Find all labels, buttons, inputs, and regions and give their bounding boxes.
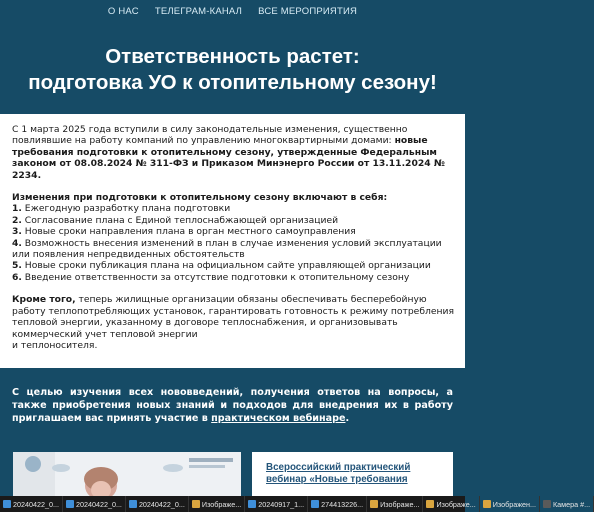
invite-end: . bbox=[345, 413, 350, 425]
speaker-photo-image bbox=[13, 452, 241, 498]
list-item-number: 3. bbox=[12, 226, 22, 238]
list-item bbox=[12, 272, 455, 283]
list-item bbox=[12, 238, 455, 261]
webinar-cards bbox=[0, 448, 465, 496]
list-item bbox=[12, 215, 455, 226]
list-item-number: 4. bbox=[12, 237, 22, 249]
nav-link-about[interactable]: О НАС bbox=[107, 5, 139, 17]
taskbar-item-label: Изображе... bbox=[436, 499, 476, 509]
webinar-link[interactable]: практическом вебинаре bbox=[211, 413, 346, 425]
taskbar-item[interactable] bbox=[189, 496, 245, 512]
image-icon bbox=[483, 500, 491, 508]
taskbar-item-label: Изображе... bbox=[201, 499, 242, 509]
taskbar-item[interactable] bbox=[0, 496, 63, 512]
intro-paragraph bbox=[12, 124, 455, 181]
page-title-line-2: подготовка УО к отопительному сезону! bbox=[28, 71, 437, 94]
image-icon bbox=[192, 500, 200, 508]
taskbar-item[interactable] bbox=[423, 496, 479, 512]
webinar-card-title[interactable]: Всероссийский практический вебинар «Новые требования bbox=[266, 462, 411, 485]
list-item bbox=[12, 260, 455, 271]
nav-link-all-events[interactable]: ВСЕ МЕРОПРИЯТИЯ bbox=[258, 5, 358, 17]
taskbar-item[interactable] bbox=[480, 496, 540, 512]
list-item-text: Согласование плана с Единой теплоснабжающей организацией bbox=[21, 214, 339, 226]
changes-heading: Изменения при подготовки к отопительному сезону включают в себя: bbox=[12, 192, 388, 204]
taskbar-item-label: Изображе... bbox=[380, 499, 420, 509]
list-item-text: Новые сроки направления плана в орган местного самоуправления bbox=[21, 226, 356, 238]
webinar-speaker-photo[interactable] bbox=[13, 452, 241, 498]
article-body bbox=[0, 114, 465, 368]
intro-bold-text: новые требования подготовки к отопительному сезону, утвержденные Федеральным законом от 08.08.2024 № 311-ФЗ и Приказом Минэнерго России от 13.11.2024 № 2234. bbox=[12, 135, 445, 181]
list-item-text: Возможность внесения изменений в план в случае изменения условий эксплуатации или появления непредвиденных обстоятельств bbox=[12, 237, 442, 261]
image-icon bbox=[66, 500, 74, 508]
page-title bbox=[28, 44, 437, 96]
list-item-text: Введение ответственности за отсутствие подготовки к отопительному сезону bbox=[21, 271, 410, 283]
list-item-number: 2. bbox=[12, 214, 22, 226]
list-item-text: Ежегодную разработку плана подготовки bbox=[21, 203, 231, 215]
list-item-number: 5. bbox=[12, 260, 22, 272]
list-item-number: 6. bbox=[12, 271, 22, 283]
nav-link-telegram[interactable]: ТЕЛЕГРАМ-КАНАЛ bbox=[154, 5, 243, 17]
list-item bbox=[12, 226, 455, 237]
also-tail-text: и теплоносителя. bbox=[12, 339, 98, 351]
changes-block bbox=[12, 192, 455, 283]
taskbar-item-label: 20240422_0... bbox=[138, 499, 185, 509]
taskbar-item-label: 20240917_1... bbox=[258, 499, 305, 509]
invite-paragraph bbox=[0, 386, 465, 426]
image-icon bbox=[311, 500, 319, 508]
image-icon bbox=[248, 500, 256, 508]
taskbar-item[interactable] bbox=[367, 496, 423, 512]
intro-text: С 1 марта 2025 года вступили в силу законодательные изменения, существенно повлиявшие на работу компаний по управлению многоквартирными домами: bbox=[12, 124, 408, 147]
taskbar-item[interactable] bbox=[63, 496, 126, 512]
also-bold-text: Кроме того, bbox=[12, 294, 76, 306]
taskbar-item-label: Камера #... bbox=[553, 499, 591, 509]
webinar-card[interactable] bbox=[252, 452, 453, 498]
taskbar-item-label: 274413226... bbox=[321, 499, 364, 509]
image-icon bbox=[426, 500, 434, 508]
list-item bbox=[12, 203, 455, 214]
changes-list bbox=[12, 203, 455, 283]
taskbar bbox=[0, 496, 591, 512]
image-icon bbox=[3, 500, 11, 508]
taskbar-item-label: Изображен... bbox=[492, 499, 536, 509]
taskbar-item[interactable] bbox=[308, 496, 367, 512]
image-icon bbox=[129, 500, 137, 508]
invite-text: С целью изучения всех нововведений, получения ответов на вопросы, а также приобретения новых знаний и подходов для внедрения их в работу приглашаем вас принять участие в bbox=[12, 387, 453, 425]
page-title-line-1: Ответственность растет: bbox=[105, 45, 360, 68]
image-icon bbox=[370, 500, 378, 508]
hero-banner bbox=[0, 22, 465, 114]
also-text: теперь жилищные организации обязаны обеспечивать бесперебойную работу теплопотребляющих установок, гарантировать готовность к режиму потребления тепловой энергии, указанному в договоре теплоснабжения, и организовывать коммерческий учет тепловой энергии bbox=[12, 294, 455, 340]
taskbar-item-label: 20240422_0... bbox=[75, 499, 122, 509]
taskbar-item[interactable] bbox=[245, 496, 308, 512]
camera-icon bbox=[543, 500, 551, 508]
list-item-text: Новые сроки публикация плана на официальном сайте управляющей организации bbox=[21, 260, 431, 272]
taskbar-item[interactable] bbox=[126, 496, 189, 512]
also-paragraph bbox=[12, 294, 455, 351]
list-item-number: 1. bbox=[12, 203, 22, 215]
top-nav bbox=[0, 0, 465, 22]
taskbar-item-label: 20240422_0... bbox=[13, 499, 59, 509]
taskbar-item[interactable] bbox=[540, 496, 594, 512]
